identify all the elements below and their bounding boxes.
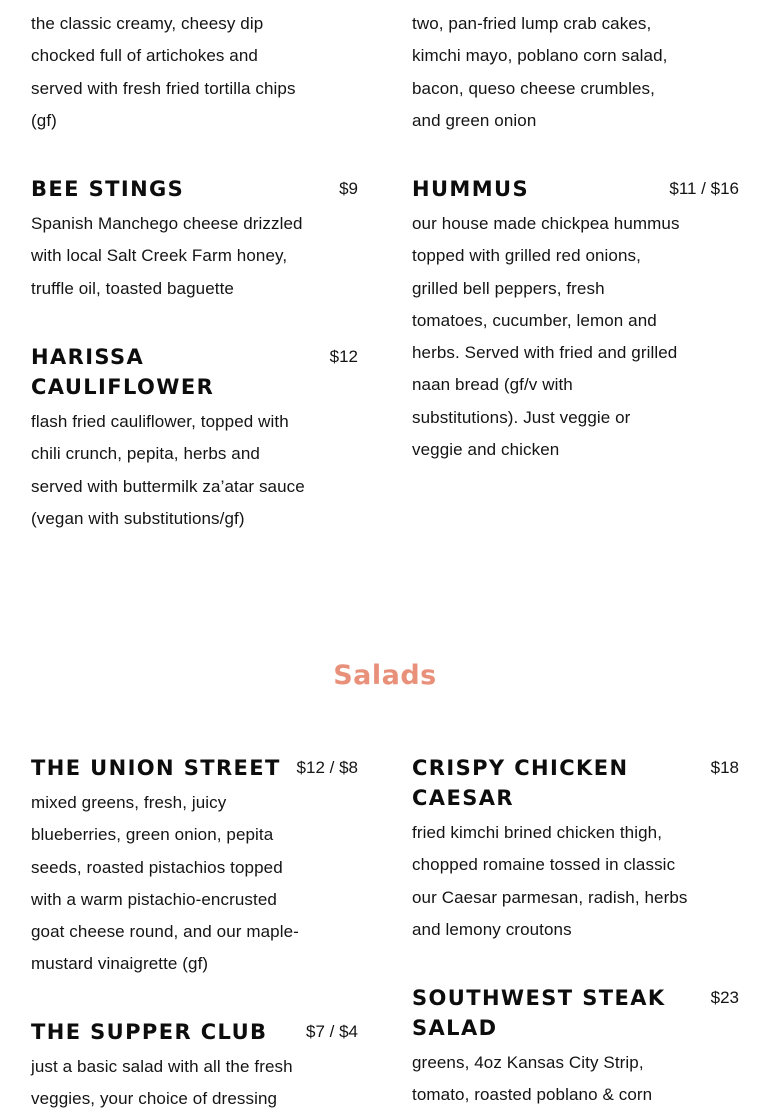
menu-item-union-street (31, 753, 358, 981)
item-name: BEE STINGS (31, 177, 185, 201)
menu-item-crispy-chicken-caesar (412, 753, 739, 946)
item-price: $11 / $16 (669, 179, 739, 198)
item-name: THE SUPPER CLUB (31, 1020, 268, 1044)
item-price: $12 / $8 (296, 758, 358, 777)
item-description: mixed greens, fresh, juicy blueberries, green onion, pepita seeds, roasted pistachios topped with a warm pistachio-encrusted goat cheese round, and our maple-mustard vinaigrette (gf) (31, 793, 299, 974)
item-price: $23 (710, 988, 739, 1007)
section-title-salads: Salads (333, 660, 437, 691)
item-description: greens, 4oz Kansas City Strip, tomato, roasted poblano & corn (412, 1053, 653, 1105)
item-description: fried kimchi brined chicken thigh, chopped romaine tossed in classic our Caesar parmesan, radish, herbs and lemony croutons (412, 823, 688, 939)
item-name: HUMMUS (412, 177, 529, 201)
item-price: $9 (339, 179, 358, 198)
item-name: CRISPY CHICKEN CAESAR (412, 756, 629, 810)
menu-item-southwest-steak-salad (412, 983, 739, 1112)
item-description: flash fried cauliflower, topped with chili crunch, pepita, herbs and served with buttermilk za’atar sauce (vegan with substitutions/gf) (31, 412, 305, 528)
item-name: SOUTHWEST STEAK SALAD (412, 986, 666, 1040)
item-description: our house made chickpea hummus topped with grilled red onions, grilled bell peppers, fresh tomatoes, cucumber, lemon and herbs. Served with fried and grilled naan bread (gf/v with substitutions). Just veggie or veggie and chicken (412, 214, 680, 460)
menu-item-hummus (412, 174, 739, 466)
item-description: just a basic salad with all the fresh veggies, your choice of dressing (31, 1057, 293, 1109)
item-description-partial-right: two, pan-fried lump crab cakes, kimchi mayo, poblano corn salad, bacon, queso cheese crumbles, and green onion (412, 14, 668, 130)
menu-item-supper-club (31, 1017, 358, 1116)
item-price: $18 (710, 758, 739, 777)
item-price: $7 / $4 (306, 1022, 358, 1041)
item-description: Spanish Manchego cheese drizzled with local Salt Creek Farm honey, truffle oil, toasted baguette (31, 214, 303, 298)
item-name: HARISSA CAULIFLOWER (31, 345, 215, 399)
item-price: $12 (329, 347, 358, 366)
menu-item-bee-stings (31, 174, 358, 305)
item-description-partial-left: the classic creamy, cheesy dip chocked full of artichokes and served with fresh fried tortilla chips (gf) (31, 14, 296, 130)
item-name: THE UNION STREET (31, 756, 281, 780)
menu-item-harissa-cauliflower (31, 342, 358, 535)
